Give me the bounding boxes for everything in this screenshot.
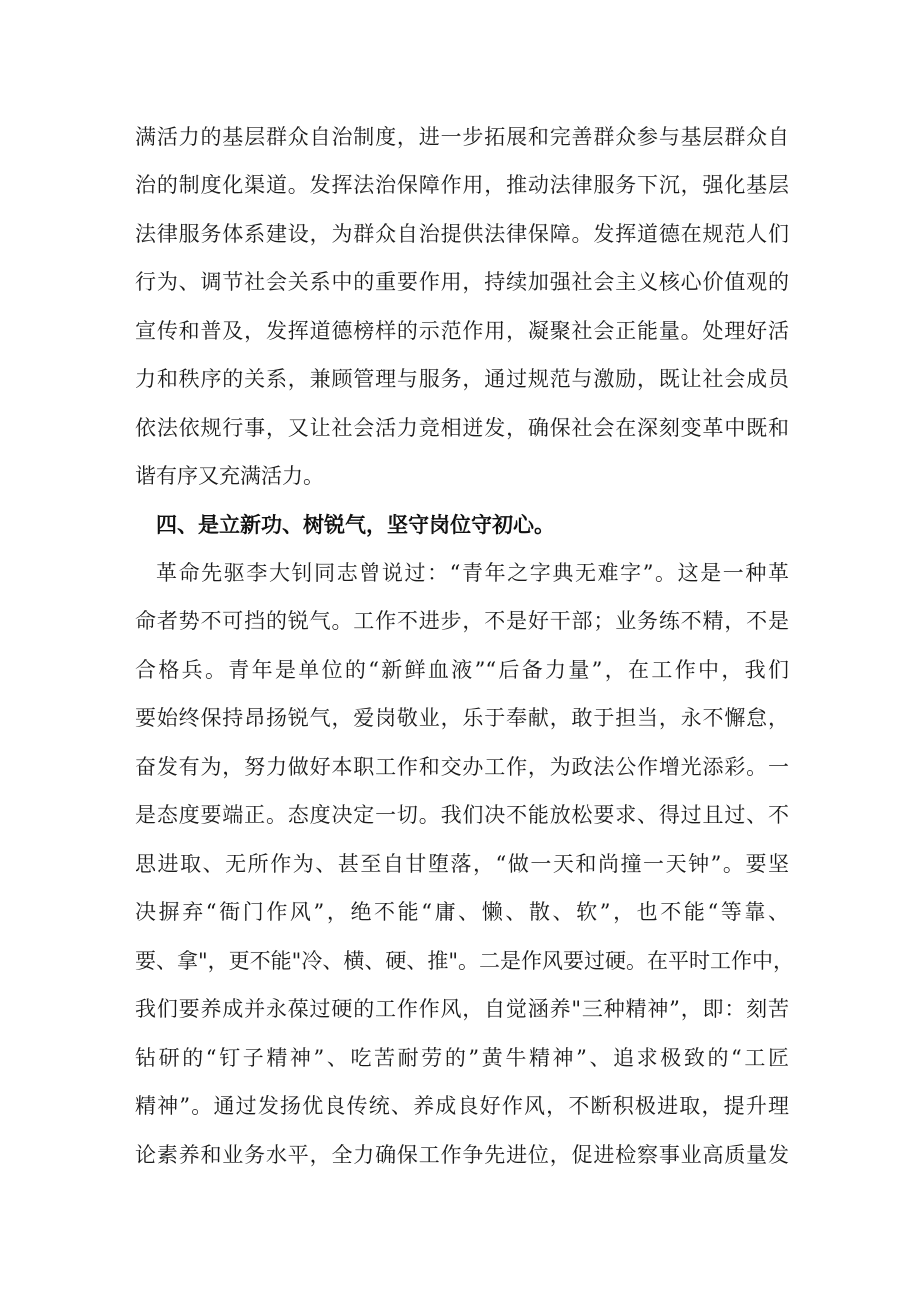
- paragraph-2-line: 决摒弃“衙门作风”，绝不能“庸、懒、散、软”，也不能“等靠、: [135, 900, 789, 924]
- paragraph-2-line: 要始终保持昂扬锐气，爱岗敬业，乐于奉献，敢于担当，永不懈怠，: [135, 706, 789, 730]
- paragraph-2-line: 钻研的“钉子精神”、吃苦耐劳的”黄牛精神”、追求极致的“工匠: [135, 1046, 789, 1070]
- section-heading: 四、是立新功、树锐气，坚守岗位守初心。: [156, 513, 555, 537]
- paragraph-2-line: 革命先驱李大钊同志曾说过：“青年之字典无难字”。这是一种革: [156, 561, 789, 585]
- paragraph-1-line: 谐有序又充满活力。: [135, 464, 324, 488]
- paragraph-2-line: 奋发有为，努力做好本职工作和交办工作，为政法公作增光添彩。一: [135, 755, 789, 779]
- paragraph-2-line: 是态度要端正。态度决定一切。我们决不能放松要求、得过且过、不: [135, 803, 789, 827]
- paragraph-1-line: 法律服务体系建设，为群众自治提供法律保障。发挥道德在规范人们: [135, 222, 789, 246]
- paragraph-1-line: 满活力的基层群众自治制度，进一步拓展和完善群众参与基层群众自: [135, 125, 789, 149]
- paragraph-1-line: 行为、调节社会关系中的重要作用，持续加强社会主义核心价值观的: [135, 270, 789, 294]
- paragraph-2-line: 要、拿"，更不能"冷、横、硬、推"。二是作风要过硬。在平时工作中，: [135, 949, 794, 973]
- paragraph-2-line: 合格兵。青年是单位的“新鲜血液”“后备力量”，在工作中，我们: [135, 658, 789, 682]
- paragraph-1-line: 宣传和普及，发挥道德榜样的示范作用，凝聚社会正能量。处理好活: [135, 319, 789, 343]
- paragraph-2-line: 命者势不可挡的锐气。工作不进步，不是好干部；业务练不精，不是: [135, 609, 789, 633]
- paragraph-1-line: 治的制度化渠道。发挥法治保障作用，推动法律服务下沉，强化基层: [135, 173, 789, 197]
- paragraph-2-line: 论素养和业务水平，全力确保工作争先进位，促进检察事业高质量发: [135, 1143, 789, 1167]
- paragraph-2-line: 精神”。通过发扬优良传统、养成良好作风，不断积极进取，提升理: [135, 1094, 789, 1118]
- paragraph-1-line: 依法依规行事，又让社会活力竞相迸发，确保社会在深刻变革中既和: [135, 416, 789, 440]
- paragraph-1-line: 力和秩序的关系，兼顾管理与服务，通过规范与激励，既让社会成员: [135, 367, 789, 391]
- paragraph-2-line: 思进取、无所作为、甚至自甘堕落，“做一天和尚撞一天钟”。要坚: [135, 852, 789, 876]
- paragraph-2-line: 我们要养成并永葆过硬的工作作风，自觉涵养"三种精神”，即：刻苦: [135, 997, 789, 1021]
